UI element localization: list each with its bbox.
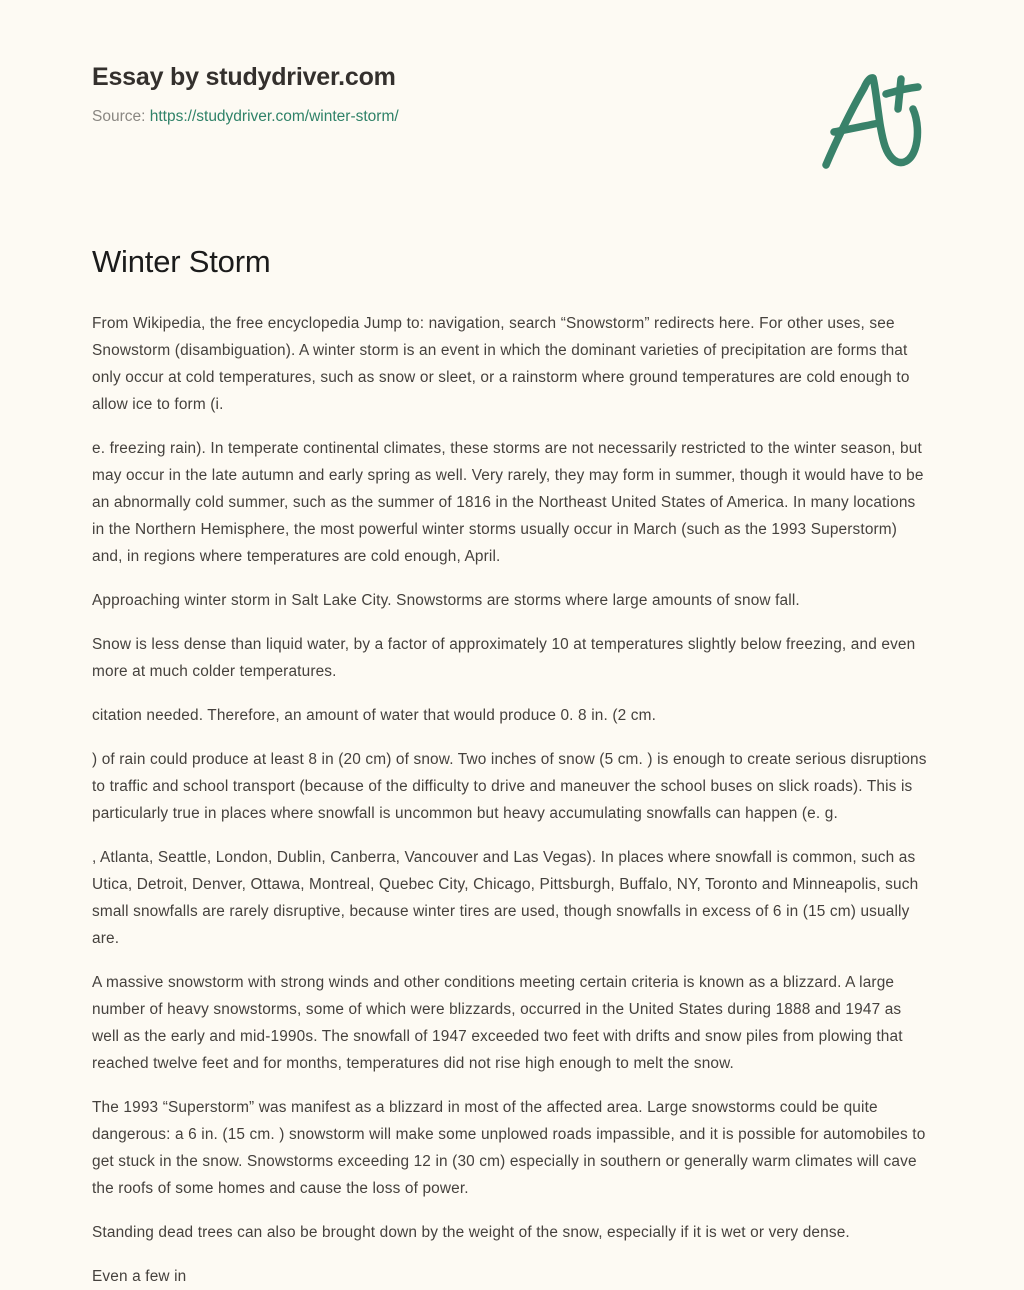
article <box>92 243 932 1290</box>
paragraph: citation needed. Therefore, an amount of water that would produce 0. 8 in. (2 cm. <box>92 706 657 724</box>
paragraph: , Atlanta, Seattle, London, Dublin, Canberra, Vancouver and Las Vegas). In places where snowfall is common, such as Utica, Detroit, Denver, Ottawa, Montreal, Quebec City, Chicago, Pittsburgh, Buffalo, NY, Toronto and Minneapolis, such small snowfalls are rarely disruptive, because winter tires are used, though snowfalls in excess of 6 in (15 cm) usually are. <box>92 848 919 947</box>
paragraph: e. freezing rain). In temperate continental climates, these storms are not necessarily restricted to the winter season, but may occur in the late autumn and early spring as well. Very rarely, they may form in summer, though it would have to be an abnormally cold summer, such as the summer of 1816 in the Northeast United States of America. In many locations in the Northern Hemisphere, the most powerful winter storms usually occur in March (such as the 1993 Superstorm) and, in regions where temperatures are cold enough, April. <box>92 439 924 565</box>
document-header <box>0 0 1024 200</box>
article-body <box>92 310 932 1290</box>
paragraph: Standing dead trees can also be brought down by the weight of the snow, especially if it is wet or very dense. <box>92 1223 850 1241</box>
paragraph: Even a few in <box>92 1267 187 1285</box>
source-label: Source: <box>92 108 146 126</box>
paragraph: Approaching winter storm in Salt Lake City. Snowstorms are storms where large amounts of snow fall. <box>92 591 800 609</box>
page-title: Winter Storm <box>92 244 271 279</box>
paragraph: From Wikipedia, the free encyclopedia Jump to: navigation, search “Snowstorm” redirects here. For other uses, see Snowstorm (disambiguation). A winter storm is an event in which the dominant varieties of precipitation are forms that only occur at cold temperatures, such as snow or sleet, or a rainstorm where ground temperatures are cold enough to allow ice to form (i. <box>92 314 910 413</box>
paragraph: ) of rain could produce at least 8 in (20 cm) of snow. Two inches of snow (5 cm. ) is enough to create serious disruptions to traffic and school transport (because of the difficulty to drive and maneuver the school buses on slick roads). This is particularly true in places where snowfall is uncommon but heavy accumulating snowfalls can happen (e. g. <box>92 750 927 822</box>
source-url-link[interactable]: https://studydriver.com/winter-storm/ <box>149 108 399 126</box>
brand-block <box>92 62 692 127</box>
brand-title: Essay by studydriver.com <box>92 63 396 91</box>
paragraph: Snow is less dense than liquid water, by a factor of approximately 10 at temperatures slightly below freezing, and even more at much colder temperatures. <box>92 635 916 680</box>
paragraph: A massive snowstorm with strong winds and other conditions meeting certain criteria is known as a blizzard. A large number of heavy snowstorms, some of which were blizzards, occurred in the United States during 1888 and 1947 as well as the early and mid-1990s. The snowfall of 1947 exceeded two feet with drifts and snow piles from plowing that reached twelve feet and for months, temperatures did not rise high enough to melt the snow. <box>92 973 903 1072</box>
paragraph: The 1993 “Superstorm” was manifest as a blizzard in most of the affected area. Large snowstorms could be quite dangerous: a 6 in. (15 cm. ) snowstorm will make some unplowed roads impassible, and it is possible for automobiles to get stuck in the snow. Snowstorms exceeding 12 in (30 cm) especially in southern or generally warm climates will cave the roofs of some homes and cause the loss of power. <box>92 1098 926 1197</box>
a-plus-logo-icon <box>812 66 930 174</box>
source-line <box>92 107 692 127</box>
